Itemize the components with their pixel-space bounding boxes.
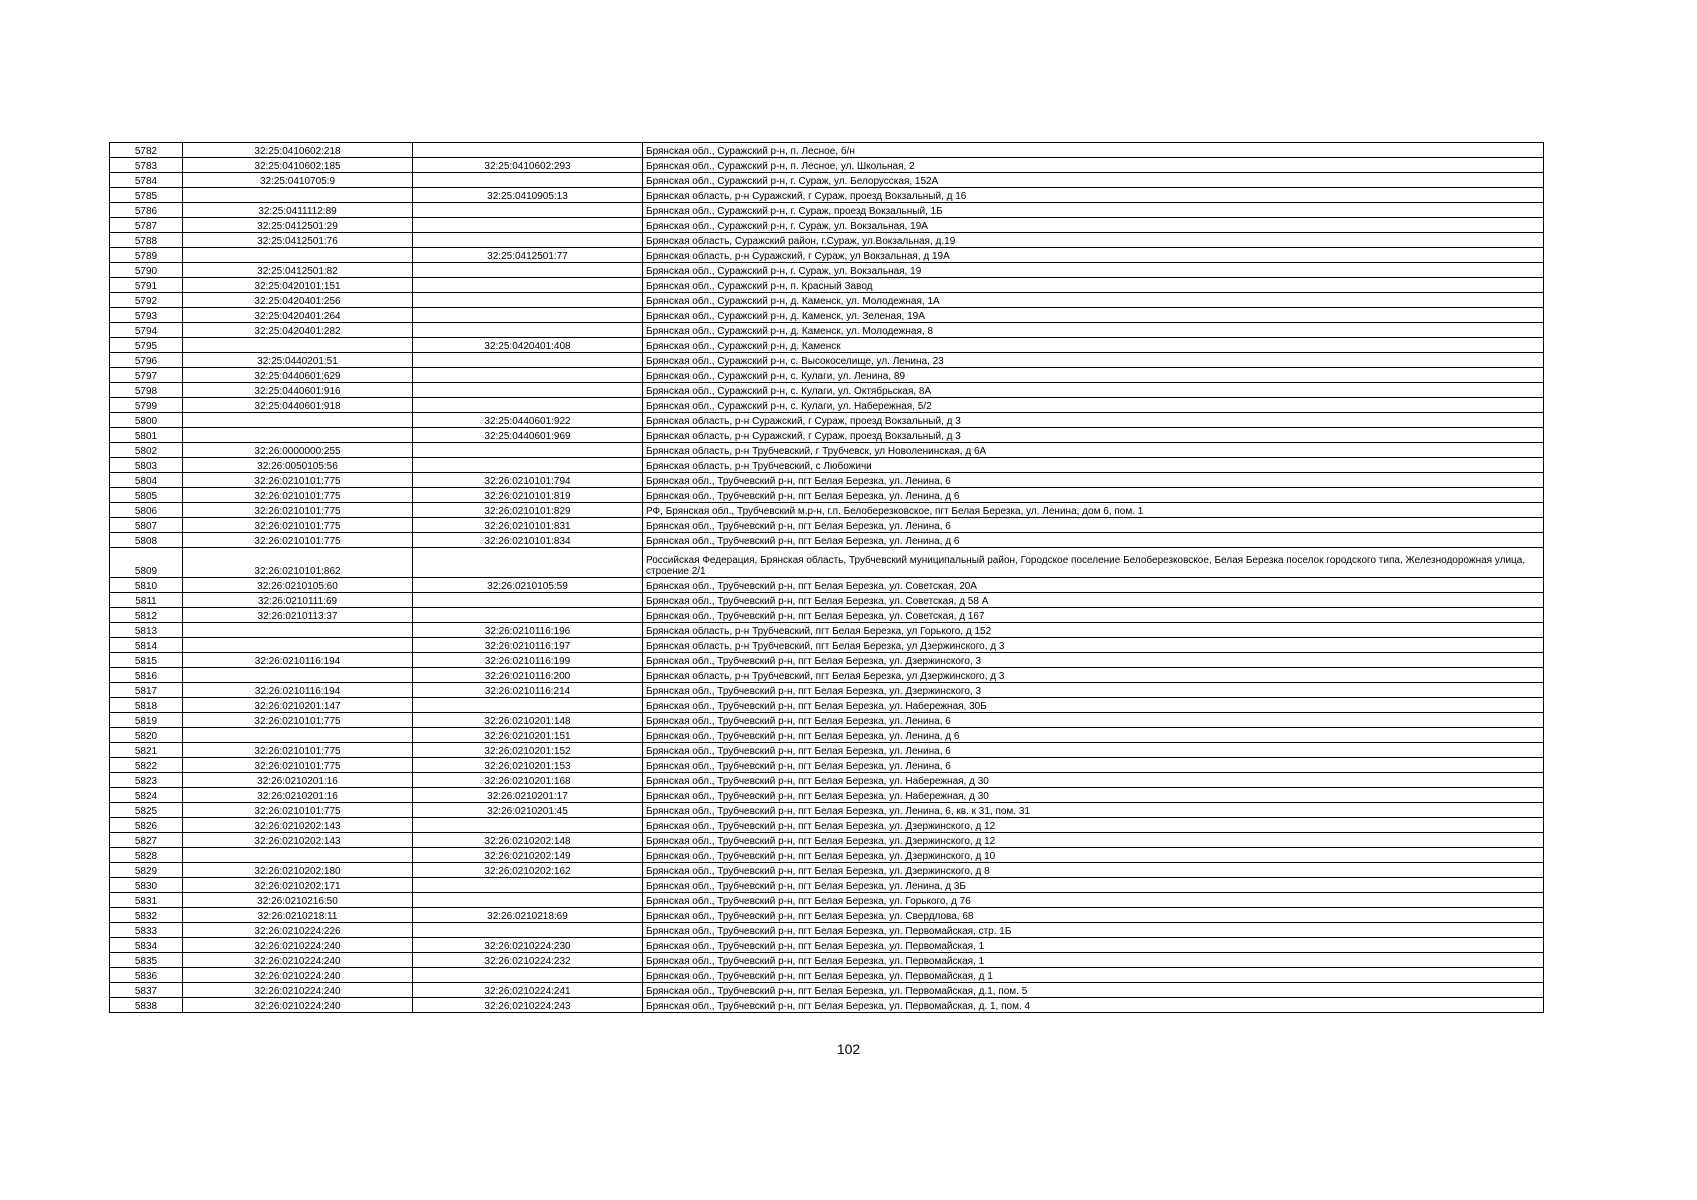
sub-cadastral-number-cell <box>413 698 643 713</box>
table-row <box>110 353 1544 368</box>
address-cell: Брянская обл., Трубчевский р-н, пгт Белая Березка, ул. Свердлова, 68 <box>643 908 1544 923</box>
cadastral-number-cell: 32:26:0210101:775 <box>183 473 413 488</box>
sub-cadastral-number-cell <box>413 593 643 608</box>
row-number-cell: 5820 <box>110 728 183 743</box>
row-number-cell: 5806 <box>110 503 183 518</box>
cadastral-number-cell <box>183 623 413 638</box>
cadastral-number-cell: 32:26:0210101:862 <box>183 548 413 578</box>
row-number-cell: 5801 <box>110 428 183 443</box>
address-cell: Брянская область, р-н Трубчевский, пгт Белая Березка, ул Горького, д 152 <box>643 623 1544 638</box>
row-number-cell: 5814 <box>110 638 183 653</box>
address-cell: Брянская обл., Трубчевский р-н, пгт Белая Березка, ул. Дзержинского, 3 <box>643 653 1544 668</box>
cadastral-number-cell: 32:26:0210101:775 <box>183 743 413 758</box>
table-row <box>110 248 1544 263</box>
table-row <box>110 518 1544 533</box>
row-number-cell: 5784 <box>110 173 183 188</box>
row-number-cell: 5783 <box>110 158 183 173</box>
table-row <box>110 833 1544 848</box>
row-number-cell: 5789 <box>110 248 183 263</box>
sub-cadastral-number-cell: 32:26:0210202:149 <box>413 848 643 863</box>
cadastral-number-cell: 32:25:0420401:282 <box>183 323 413 338</box>
address-cell: Брянская обл., Суражский р-н, с. Кулаги, ул. Ленина, 89 <box>643 368 1544 383</box>
address-cell: Брянская обл., Трубчевский р-н, пгт Белая Березка, ул. Первомайская, д.1, пом. 5 <box>643 983 1544 998</box>
sub-cadastral-number-cell <box>413 143 643 158</box>
table-row <box>110 908 1544 923</box>
address-cell: Брянская обл., Трубчевский р-н, пгт Белая Березка, ул. Первомайская, д. 1, пом. 4 <box>643 998 1544 1013</box>
table-row <box>110 983 1544 998</box>
cadastral-number-cell: 32:25:0420401:264 <box>183 308 413 323</box>
address-cell: Брянская обл., Суражский р-н, п. Лесное, б/н <box>643 143 1544 158</box>
address-cell: Брянская обл., Трубчевский р-н, пгт Белая Березка, ул. Советская, д 167 <box>643 608 1544 623</box>
cadastral-number-cell <box>183 338 413 353</box>
sub-cadastral-number-cell <box>413 308 643 323</box>
cadastral-number-cell: 32:26:0210224:240 <box>183 983 413 998</box>
address-cell: Брянская обл., Трубчевский р-н, пгт Белая Березка, ул. Ленина, д 6 <box>643 488 1544 503</box>
row-number-cell: 5795 <box>110 338 183 353</box>
table-row <box>110 443 1544 458</box>
table-row <box>110 653 1544 668</box>
cadastral-number-cell: 32:26:0210224:240 <box>183 968 413 983</box>
sub-cadastral-number-cell <box>413 458 643 473</box>
row-number-cell: 5822 <box>110 758 183 773</box>
address-cell: Брянская область, р-н Трубчевский, пгт Белая Березка, ул Дзержинского, д 3 <box>643 668 1544 683</box>
table-row <box>110 368 1544 383</box>
sub-cadastral-number-cell <box>413 923 643 938</box>
property-table <box>109 142 1544 1013</box>
sub-cadastral-number-cell <box>413 968 643 983</box>
address-cell: Брянская область, р-н Суражский, г Сураж, проезд Вокзальный, д 3 <box>643 428 1544 443</box>
address-cell: Брянская обл., Трубчевский р-н, пгт Белая Березка, ул. Ленина, 6 <box>643 473 1544 488</box>
address-cell: Брянская область, р-н Трубчевский, с Любожичи <box>643 458 1544 473</box>
cadastral-number-cell: 32:25:0410705:9 <box>183 173 413 188</box>
sub-cadastral-number-cell: 32:26:0210101:829 <box>413 503 643 518</box>
sub-cadastral-number-cell: 32:26:0210202:162 <box>413 863 643 878</box>
sub-cadastral-number-cell <box>413 263 643 278</box>
row-number-cell: 5835 <box>110 953 183 968</box>
table-row <box>110 188 1544 203</box>
table-row <box>110 158 1544 173</box>
table-row <box>110 578 1544 593</box>
row-number-cell: 5836 <box>110 968 183 983</box>
cadastral-number-cell: 32:26:0210101:775 <box>183 488 413 503</box>
sub-cadastral-number-cell <box>413 383 643 398</box>
cadastral-number-cell: 32:26:0210111:69 <box>183 593 413 608</box>
cadastral-number-cell: 32:26:0210202:171 <box>183 878 413 893</box>
cadastral-number-cell: 32:26:0210201:16 <box>183 788 413 803</box>
row-number-cell: 5811 <box>110 593 183 608</box>
table-row <box>110 428 1544 443</box>
cadastral-number-cell: 32:25:0440601:629 <box>183 368 413 383</box>
address-cell: Брянская область, р-н Суражский, г Сураж, проезд Вокзальный, д 3 <box>643 413 1544 428</box>
table-row <box>110 668 1544 683</box>
row-number-cell: 5796 <box>110 353 183 368</box>
table-row <box>110 338 1544 353</box>
cadastral-number-cell <box>183 848 413 863</box>
cadastral-number-cell: 32:25:0410602:185 <box>183 158 413 173</box>
address-cell: Брянская обл., Трубчевский р-н, пгт Белая Березка, ул. Ленина, 6 <box>643 518 1544 533</box>
table-row <box>110 728 1544 743</box>
table-row <box>110 533 1544 548</box>
sub-cadastral-number-cell <box>413 893 643 908</box>
cadastral-number-cell: 32:26:0210101:775 <box>183 503 413 518</box>
sub-cadastral-number-cell: 32:25:0440601:969 <box>413 428 643 443</box>
cadastral-number-cell: 32:25:0410602:218 <box>183 143 413 158</box>
cadastral-number-cell: 32:26:0050105:56 <box>183 458 413 473</box>
sub-cadastral-number-cell: 32:26:0210224:232 <box>413 953 643 968</box>
table-row <box>110 398 1544 413</box>
row-number-cell: 5832 <box>110 908 183 923</box>
table-row <box>110 218 1544 233</box>
table-row <box>110 998 1544 1013</box>
row-number-cell: 5809 <box>110 548 183 578</box>
row-number-cell: 5807 <box>110 518 183 533</box>
sub-cadastral-number-cell <box>413 443 643 458</box>
sub-cadastral-number-cell <box>413 278 643 293</box>
row-number-cell: 5825 <box>110 803 183 818</box>
sub-cadastral-number-cell: 32:26:0210201:152 <box>413 743 643 758</box>
address-cell: Брянская обл., Трубчевский р-н, пгт Белая Березка, ул. Дзержинского, д 12 <box>643 818 1544 833</box>
address-cell: Брянская обл., Трубчевский р-н, пгт Белая Березка, ул. Ленина, 6 <box>643 743 1544 758</box>
sub-cadastral-number-cell: 32:26:0210201:148 <box>413 713 643 728</box>
table-row <box>110 878 1544 893</box>
sub-cadastral-number-cell: 32:26:0210201:45 <box>413 803 643 818</box>
row-number-cell: 5790 <box>110 263 183 278</box>
sub-cadastral-number-cell: 32:26:0210201:153 <box>413 758 643 773</box>
table-row <box>110 548 1544 578</box>
address-cell: Российская Федерация, Брянская область, Трубчевский муниципальный район, Городское поселение Белоберезковское, Белая Березка поселок городского типа, Железнодорожная улица, строение 2/1 <box>643 548 1544 578</box>
address-cell: Брянская область, р-н Трубчевский, пгт Белая Березка, ул Дзержинского, д 3 <box>643 638 1544 653</box>
address-cell: Брянская обл., Трубчевский р-н, пгт Белая Березка, ул. Ленина, д 3Б <box>643 878 1544 893</box>
sub-cadastral-number-cell <box>413 173 643 188</box>
row-number-cell: 5798 <box>110 383 183 398</box>
sub-cadastral-number-cell <box>413 233 643 248</box>
table-row <box>110 383 1544 398</box>
sub-cadastral-number-cell: 32:26:0210201:17 <box>413 788 643 803</box>
cadastral-number-cell <box>183 428 413 443</box>
sub-cadastral-number-cell <box>413 548 643 578</box>
sub-cadastral-number-cell: 32:26:0210101:819 <box>413 488 643 503</box>
cadastral-number-cell <box>183 188 413 203</box>
row-number-cell: 5799 <box>110 398 183 413</box>
sub-cadastral-number-cell: 32:26:0210201:168 <box>413 773 643 788</box>
row-number-cell: 5787 <box>110 218 183 233</box>
table-row <box>110 263 1544 278</box>
row-number-cell: 5793 <box>110 308 183 323</box>
cadastral-number-cell: 32:26:0000000:255 <box>183 443 413 458</box>
table-row <box>110 413 1544 428</box>
cadastral-number-cell: 32:26:0210201:147 <box>183 698 413 713</box>
table-row <box>110 608 1544 623</box>
cadastral-number-cell: 32:25:0420101:151 <box>183 278 413 293</box>
cadastral-number-cell: 32:26:0210101:775 <box>183 533 413 548</box>
row-number-cell: 5821 <box>110 743 183 758</box>
address-cell: Брянская обл., Суражский р-н, г. Сураж, ул. Вокзальная, 19А <box>643 218 1544 233</box>
row-number-cell: 5818 <box>110 698 183 713</box>
address-cell: Брянская обл., Суражский р-н, с. Высокоселище, ул. Ленина, 23 <box>643 353 1544 368</box>
address-cell: Брянская обл., Трубчевский р-н, пгт Белая Березка, ул. Первомайская, 1 <box>643 938 1544 953</box>
row-number-cell: 5812 <box>110 608 183 623</box>
sub-cadastral-number-cell: 32:25:0410905:13 <box>413 188 643 203</box>
page-number: 102 <box>836 1041 861 1057</box>
address-cell: Брянская область, р-н Суражский, г Сураж, проезд Вокзальный, д 16 <box>643 188 1544 203</box>
row-number-cell: 5788 <box>110 233 183 248</box>
address-cell: Брянская обл., Трубчевский р-н, пгт Белая Березка, ул. Дзержинского, д 12 <box>643 833 1544 848</box>
table-row <box>110 293 1544 308</box>
address-cell: Брянская обл., Трубчевский р-н, пгт Белая Березка, ул. Советская, д 58 А <box>643 593 1544 608</box>
row-number-cell: 5792 <box>110 293 183 308</box>
address-cell: Брянская обл., Суражский р-н, г. Сураж, ул. Белорусская, 152А <box>643 173 1544 188</box>
address-cell: Брянская обл., Трубчевский р-н, пгт Белая Березка, ул. Набережная, д 30 <box>643 773 1544 788</box>
sub-cadastral-number-cell <box>413 398 643 413</box>
cadastral-number-cell <box>183 728 413 743</box>
address-cell: Брянская обл., Трубчевский р-н, пгт Белая Березка, ул. Первомайская, д 1 <box>643 968 1544 983</box>
sub-cadastral-number-cell <box>413 878 643 893</box>
cadastral-number-cell: 32:26:0210202:143 <box>183 818 413 833</box>
address-cell: Брянская обл., Трубчевский р-н, пгт Белая Березка, ул. Дзержинского, 3 <box>643 683 1544 698</box>
sub-cadastral-number-cell <box>413 218 643 233</box>
sub-cadastral-number-cell: 32:26:0210224:230 <box>413 938 643 953</box>
cadastral-number-cell: 32:25:0411112:89 <box>183 203 413 218</box>
row-number-cell: 5797 <box>110 368 183 383</box>
row-number-cell: 5816 <box>110 668 183 683</box>
sub-cadastral-number-cell: 32:26:0210101:794 <box>413 473 643 488</box>
address-cell: Брянская обл., Суражский р-н, г. Сураж, проезд Вокзальный, 1Б <box>643 203 1544 218</box>
table-row <box>110 638 1544 653</box>
cadastral-number-cell: 32:25:0412501:29 <box>183 218 413 233</box>
table-row <box>110 488 1544 503</box>
table-row <box>110 863 1544 878</box>
table-row <box>110 938 1544 953</box>
address-cell: Брянская обл., Суражский р-н, п. Красный Завод <box>643 278 1544 293</box>
sub-cadastral-number-cell: 32:26:0210116:197 <box>413 638 643 653</box>
sub-cadastral-number-cell <box>413 818 643 833</box>
cadastral-number-cell <box>183 638 413 653</box>
table-row <box>110 278 1544 293</box>
row-number-cell: 5808 <box>110 533 183 548</box>
address-cell: Брянская обл., Трубчевский р-н, пгт Белая Березка, ул. Ленина, д 6 <box>643 728 1544 743</box>
table-row <box>110 773 1544 788</box>
table-row <box>110 683 1544 698</box>
cadastral-number-cell: 32:26:0210113:37 <box>183 608 413 623</box>
address-cell: Брянская обл., Трубчевский р-н, пгт Белая Березка, ул. Набережная, д 30 <box>643 788 1544 803</box>
address-cell: Брянская обл., Трубчевский р-н, пгт Белая Березка, ул. Ленина, 6 <box>643 713 1544 728</box>
address-cell: Брянская обл., Трубчевский р-н, пгт Белая Березка, ул. Советская, 20А <box>643 578 1544 593</box>
cadastral-number-cell: 32:26:0210224:240 <box>183 938 413 953</box>
sub-cadastral-number-cell: 32:26:0210218:69 <box>413 908 643 923</box>
row-number-cell: 5817 <box>110 683 183 698</box>
row-number-cell: 5826 <box>110 818 183 833</box>
cadastral-number-cell: 32:26:0210202:180 <box>183 863 413 878</box>
table-row <box>110 893 1544 908</box>
cadastral-number-cell: 32:25:0440601:918 <box>183 398 413 413</box>
sub-cadastral-number-cell: 32:26:0210116:196 <box>413 623 643 638</box>
sub-cadastral-number-cell: 32:26:0210101:831 <box>413 518 643 533</box>
cadastral-number-cell: 32:26:0210202:143 <box>183 833 413 848</box>
cadastral-number-cell <box>183 668 413 683</box>
row-number-cell: 5827 <box>110 833 183 848</box>
address-cell: Брянская обл., Трубчевский р-н, пгт Белая Березка, ул. Первомайская, стр. 1Б <box>643 923 1544 938</box>
sub-cadastral-number-cell: 32:26:0210224:241 <box>413 983 643 998</box>
sub-cadastral-number-cell: 32:26:0210101:834 <box>413 533 643 548</box>
address-cell: Брянская обл., Трубчевский р-н, пгт Белая Березка, ул. Ленина, 6, кв. к 31, пом. 31 <box>643 803 1544 818</box>
row-number-cell: 5823 <box>110 773 183 788</box>
address-cell: Брянская обл., Трубчевский р-н, пгт Белая Березка, ул. Горького, д 76 <box>643 893 1544 908</box>
sub-cadastral-number-cell: 32:25:0410602:293 <box>413 158 643 173</box>
cadastral-number-cell: 32:26:0210101:775 <box>183 758 413 773</box>
cadastral-number-cell: 32:26:0210116:194 <box>183 653 413 668</box>
table-row <box>110 458 1544 473</box>
cadastral-number-cell <box>183 413 413 428</box>
cadastral-number-cell: 32:26:0210224:240 <box>183 953 413 968</box>
sub-cadastral-number-cell <box>413 323 643 338</box>
sub-cadastral-number-cell: 32:26:0210116:199 <box>413 653 643 668</box>
table-row <box>110 803 1544 818</box>
cadastral-number-cell: 32:26:0210224:240 <box>183 998 413 1013</box>
row-number-cell: 5831 <box>110 893 183 908</box>
cadastral-number-cell: 32:25:0420401:256 <box>183 293 413 308</box>
table-row <box>110 473 1544 488</box>
row-number-cell: 5830 <box>110 878 183 893</box>
sub-cadastral-number-cell <box>413 608 643 623</box>
cadastral-number-cell: 32:25:0440201:51 <box>183 353 413 368</box>
address-cell: Брянская обл., Суражский р-н, г. Сураж, ул. Вокзальная, 19 <box>643 263 1544 278</box>
table-row <box>110 953 1544 968</box>
sub-cadastral-number-cell: 32:26:0210202:148 <box>413 833 643 848</box>
row-number-cell: 5833 <box>110 923 183 938</box>
cadastral-number-cell: 32:25:0440601:916 <box>183 383 413 398</box>
row-number-cell: 5838 <box>110 998 183 1013</box>
address-cell: Брянская обл., Суражский р-н, д. Каменск, ул. Молодежная, 8 <box>643 323 1544 338</box>
row-number-cell: 5837 <box>110 983 183 998</box>
address-cell: Брянская область, Суражский район, г.Сураж, ул.Вокзальная, д.19 <box>643 233 1544 248</box>
row-number-cell: 5791 <box>110 278 183 293</box>
row-number-cell: 5802 <box>110 443 183 458</box>
table-row <box>110 503 1544 518</box>
row-number-cell: 5834 <box>110 938 183 953</box>
cadastral-number-cell: 32:26:0210101:775 <box>183 713 413 728</box>
table-row <box>110 308 1544 323</box>
table-row <box>110 923 1544 938</box>
table-row <box>110 743 1544 758</box>
row-number-cell: 5815 <box>110 653 183 668</box>
row-number-cell: 5794 <box>110 323 183 338</box>
table-row <box>110 818 1544 833</box>
cadastral-number-cell: 32:26:0210216:50 <box>183 893 413 908</box>
cadastral-number-cell: 32:25:0412501:82 <box>183 263 413 278</box>
row-number-cell: 5824 <box>110 788 183 803</box>
row-number-cell: 5813 <box>110 623 183 638</box>
cadastral-number-cell: 32:26:0210116:194 <box>183 683 413 698</box>
address-cell: Брянская обл., Суражский р-н, с. Кулаги, ул. Октябрьская, 8А <box>643 383 1544 398</box>
sub-cadastral-number-cell: 32:26:0210116:214 <box>413 683 643 698</box>
cadastral-number-cell: 32:26:0210101:775 <box>183 803 413 818</box>
sub-cadastral-number-cell: 32:25:0420401:408 <box>413 338 643 353</box>
table-row <box>110 758 1544 773</box>
row-number-cell: 5810 <box>110 578 183 593</box>
cadastral-number-cell: 32:25:0412501:76 <box>183 233 413 248</box>
table-row <box>110 788 1544 803</box>
cadastral-number-cell: 32:26:0210218:11 <box>183 908 413 923</box>
row-number-cell: 5786 <box>110 203 183 218</box>
table-row <box>110 173 1544 188</box>
row-number-cell: 5828 <box>110 848 183 863</box>
row-number-cell: 5805 <box>110 488 183 503</box>
cadastral-number-cell: 32:26:0210224:226 <box>183 923 413 938</box>
sub-cadastral-number-cell <box>413 293 643 308</box>
sub-cadastral-number-cell: 32:25:0440601:922 <box>413 413 643 428</box>
table-body <box>110 143 1544 1013</box>
sub-cadastral-number-cell <box>413 203 643 218</box>
sub-cadastral-number-cell: 32:26:0210105:59 <box>413 578 643 593</box>
cadastral-number-cell: 32:26:0210105:60 <box>183 578 413 593</box>
sub-cadastral-number-cell <box>413 368 643 383</box>
address-cell: Брянская обл., Трубчевский р-н, пгт Белая Березка, ул. Набережная, 30Б <box>643 698 1544 713</box>
address-cell: Брянская обл., Трубчевский р-н, пгт Белая Березка, ул. Ленина, 6 <box>643 758 1544 773</box>
sub-cadastral-number-cell: 32:26:0210201:151 <box>413 728 643 743</box>
table-row <box>110 623 1544 638</box>
address-cell: Брянская обл., Суражский р-н, д. Каменск, ул. Зеленая, 19А <box>643 308 1544 323</box>
sub-cadastral-number-cell <box>413 353 643 368</box>
row-number-cell: 5819 <box>110 713 183 728</box>
row-number-cell: 5785 <box>110 188 183 203</box>
address-cell: Брянская обл., Трубчевский р-н, пгт Белая Березка, ул. Первомайская, 1 <box>643 953 1544 968</box>
address-cell: Брянская обл., Суражский р-н, д. Каменск, ул. Молодежная, 1А <box>643 293 1544 308</box>
sub-cadastral-number-cell: 32:26:0210116:200 <box>413 668 643 683</box>
table-row <box>110 203 1544 218</box>
table-row <box>110 698 1544 713</box>
cadastral-number-cell: 32:26:0210101:775 <box>183 518 413 533</box>
address-cell: Брянская область, р-н Суражский, г Сураж, ул Вокзальная, д 19А <box>643 248 1544 263</box>
address-cell: Брянская обл., Суражский р-н, с. Кулаги, ул. Набережная, 5/2 <box>643 398 1544 413</box>
cadastral-number-cell <box>183 248 413 263</box>
address-cell: Брянская обл., Суражский р-н, д. Каменск <box>643 338 1544 353</box>
row-number-cell: 5829 <box>110 863 183 878</box>
address-cell: Брянская обл., Трубчевский р-н, пгт Белая Березка, ул. Дзержинского, д 8 <box>643 863 1544 878</box>
row-number-cell: 5800 <box>110 413 183 428</box>
address-cell: Брянская обл., Суражский р-н, п. Лесное, ул. Школьная, 2 <box>643 158 1544 173</box>
cadastral-number-cell: 32:26:0210201:16 <box>183 773 413 788</box>
table-row <box>110 713 1544 728</box>
address-cell: Брянская обл., Трубчевский р-н, пгт Белая Березка, ул. Дзержинского, д 10 <box>643 848 1544 863</box>
table-row <box>110 143 1544 158</box>
row-number-cell: 5782 <box>110 143 183 158</box>
sub-cadastral-number-cell: 32:26:0210224:243 <box>413 998 643 1013</box>
table-row <box>110 968 1544 983</box>
table-row <box>110 233 1544 248</box>
row-number-cell: 5803 <box>110 458 183 473</box>
sub-cadastral-number-cell: 32:25:0412501:77 <box>413 248 643 263</box>
table-row <box>110 323 1544 338</box>
address-cell: РФ, Брянская обл., Трубчевский м.р-н, г.п. Белоберезковское, пгт Белая Березка, ул. Ленина, дом 6, пом. 1 <box>643 503 1544 518</box>
row-number-cell: 5804 <box>110 473 183 488</box>
address-cell: Брянская обл., Трубчевский р-н, пгт Белая Березка, ул. Ленина, д 6 <box>643 533 1544 548</box>
table-row <box>110 593 1544 608</box>
table-row <box>110 848 1544 863</box>
address-cell: Брянская область, р-н Трубчевский, г Трубчевск, ул Новоленинская, д 6А <box>643 443 1544 458</box>
